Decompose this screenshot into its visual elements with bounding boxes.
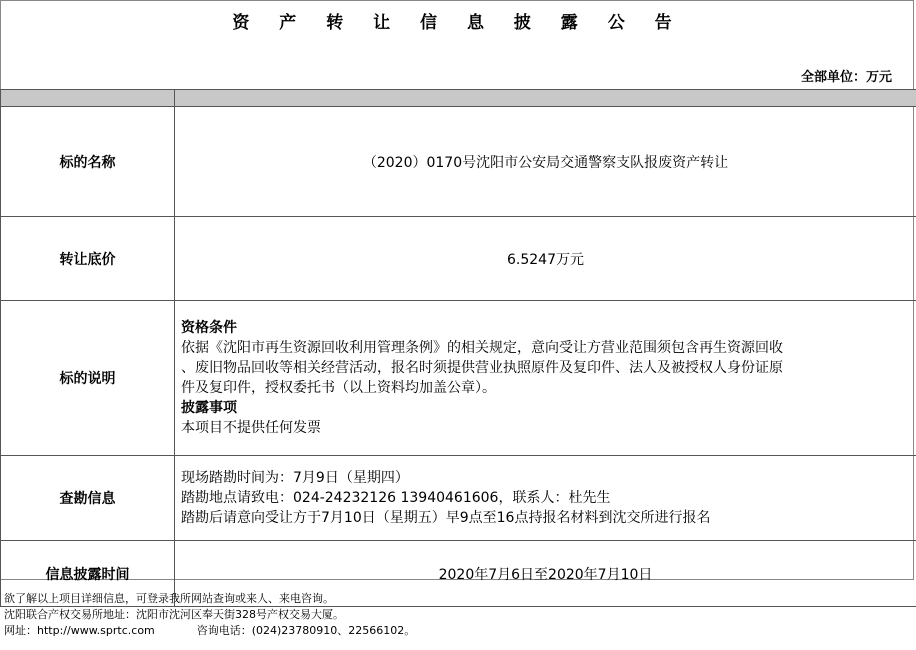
footer-notes [4, 591, 415, 639]
qualification-line: 依据《沈阳市再生资源回收利用管理条例》的相关规定，意向受让方营业范围须包含再生资源回收 [181, 340, 783, 356]
row-label-period: 信息披露时间 [1, 541, 175, 607]
table-row-description [1, 301, 916, 456]
table-row-name [1, 107, 916, 217]
page-title: 资 产 转 让 信 息 披 露 公 告 [232, 13, 684, 33]
table-row-survey [1, 456, 916, 541]
unit-label: 全部单位：万元 [800, 70, 892, 85]
qualification-line: 、废旧物品回收等相关经营活动，报名时须提供营业执照原件及复印件、法人及被授权人身份证原 [181, 360, 783, 376]
row-label-name: 标的名称 [1, 107, 175, 217]
disclosure-table [0, 89, 916, 607]
row-value-survey [175, 456, 916, 541]
survey-line: 现场踏勘时间为：7月9日（星期四） [181, 470, 409, 486]
disclosure-heading: 披露事项 [181, 400, 237, 416]
row-value-description [175, 301, 916, 456]
table-row-price [1, 217, 916, 301]
header-cell-right [175, 90, 916, 107]
row-value-period: 2020年7月6日至2020年7月10日 [175, 541, 916, 607]
row-label-price: 转让底价 [1, 217, 175, 301]
row-value-price: 6.5247万元 [175, 217, 916, 301]
qualification-heading: 资格条件 [181, 320, 237, 336]
row-label-description: 标的说明 [1, 301, 175, 456]
footer-line-address: 沈阳联合产权交易所地址：沈阳市沈河区奉天街328号产权交易大厦。 [4, 608, 344, 621]
table-header-row [1, 90, 916, 107]
header-cell-left [1, 90, 175, 107]
row-value-name: （2020）0170号沈阳市公安局交通警察支队报废资产转让 [175, 107, 916, 217]
disclosure-text: 本项目不提供任何发票 [181, 420, 321, 436]
survey-line: 踏勘后请意向受让方于7月10日（星期五）早9点至16点持报名材料到沈交所进行报名 [181, 510, 711, 526]
row-label-survey: 查勘信息 [1, 456, 175, 541]
survey-line: 踏勘地点请致电：024-24232126 13940461606，联系人：杜先生 [181, 490, 611, 506]
footer-line-contact: 网址：http://www.sprtc.com 咨询电话：(024)23780910、22566102。 [4, 624, 416, 637]
footer-line-inquiry: 欲了解以上项目详细信息，可登录我所网站查询或来人、来电咨询。 [4, 592, 334, 605]
qualification-line: 件及复印件，授权委托书（以上资料均加盖公章）。 [181, 380, 496, 396]
